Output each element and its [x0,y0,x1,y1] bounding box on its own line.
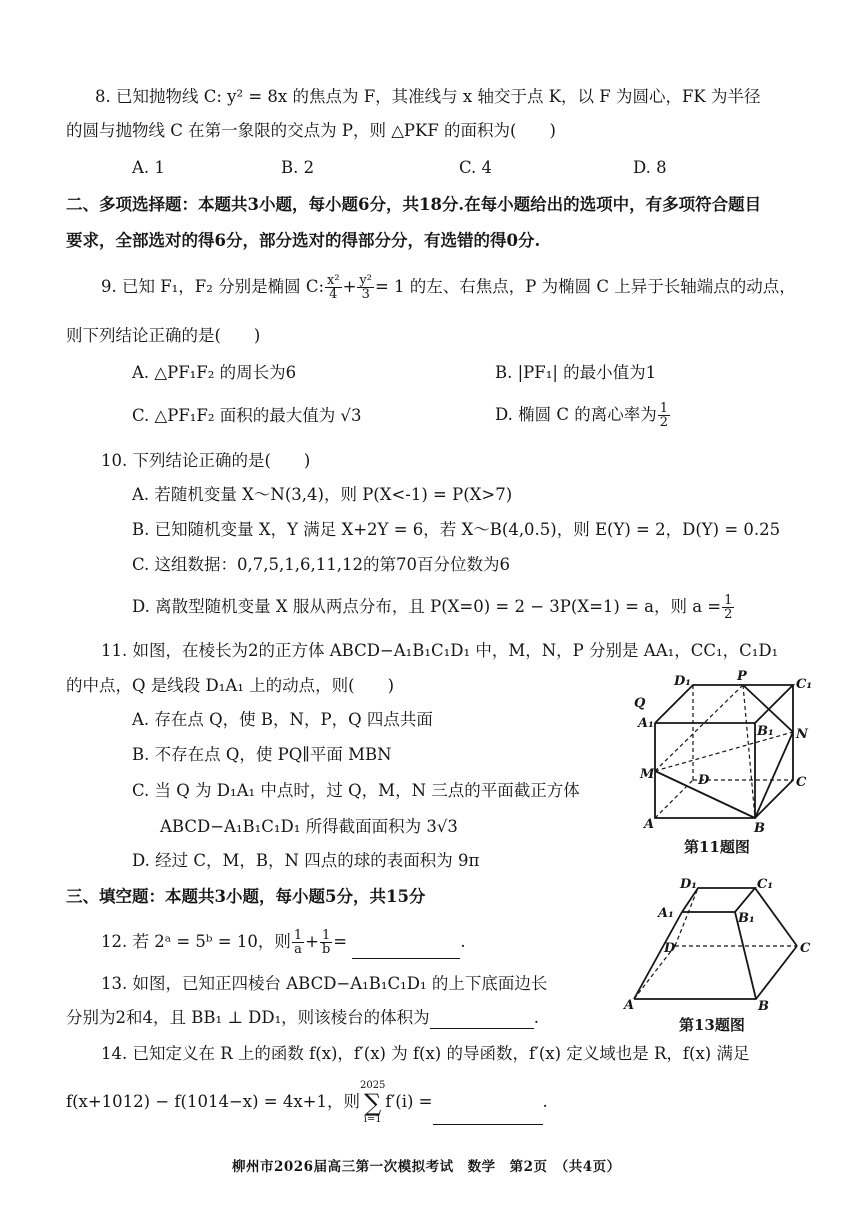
q14-stem-line2: f(x+1012) − f(1014−x) = 4x+1，则 2025 ∑ i=1 f′(i) = . [66,1079,548,1125]
frustum-label-b1: B₁ [738,911,755,926]
q11-option-c-line2: ABCD−A₁B₁C₁D₁ 所得截面面积为 3√3 [160,817,458,836]
frustum-label-d1: D₁ [680,877,697,892]
q11-stem-line1: 11. 如图，在棱长为2的正方体 ABCD−A₁B₁C₁D₁ 中，M，N，P 分别是 AA₁，CC₁，C₁D₁ [101,641,779,660]
q9-stem-pre: 9. 已知 F₁，F₂ 分别是椭圆 C: [101,277,325,296]
q11-option-a: A. 存在点 Q，使 B，N，P，Q 四点共面 [132,710,433,729]
q8-option-a: A. 1 [132,158,165,177]
q11-option-c-line1: C. 当 Q 为 D₁A₁ 中点时，过 Q，M，N 三点的平面截正方体 [132,781,580,800]
q14-answer-blank[interactable] [433,1106,543,1125]
cube-label-a: A [644,817,655,832]
q11-option-b: B. 不存在点 Q，使 PQ∥平面 MBN [132,745,392,764]
q8-stem-line1: 8. 已知抛物线 C: y² = 8x 的焦点为 F，其准线与 x 轴交于点 K，以 F 为圆心，FK 为半径 [95,87,761,106]
q10-option-d: D. 离散型随机变量 X 服从两点分布，且 P(X=0) = 2 − 3P(X=1) = a，则 a = $\frac{1}{2}$ [132,593,733,622]
q12-answer-blank[interactable] [352,940,460,959]
page-footer: 柳州市2026届高三第一次模拟考试 数学 第2页 （共4页） [232,1159,621,1175]
q14-stem-line1: 14. 已知定义在 R 上的函数 f(x)，f′(x) 为 f(x) 的导函数，f′(x) 定义域也是 R，f(x) 满足 [101,1044,750,1063]
q9-stem-line2: 则下列结论正确的是( ) [66,326,261,345]
q8-option-c: C. 4 [459,158,493,177]
q14-summation: 2025 ∑ i=1 [359,1079,386,1125]
q10-option-a: A. 若随机变量 X～N(3,4)，则 P(X<-1) = P(X>7) [132,485,513,504]
q10-option-c: C. 这组数据：0,7,5,1,6,11,12的第70百分位数为6 [132,555,510,574]
section3-heading: 三、填空题：本题共3小题，每小题5分，共15分 [66,887,426,906]
frustum-label-a1: A₁ [658,906,674,921]
cube-label-c1: C₁ [796,677,813,692]
cube-label-c: C [796,775,807,790]
cube-front-face [655,723,755,818]
q9-fraction-x: $\frac{\text{x²}}{4}$ [327,273,340,302]
q10-stem: 10. 下列结论正确的是( ) [101,451,311,470]
q13-figure-frustum [620,870,820,1015]
section2-heading-line2: 要求，全部选对的得6分，部分选对的得部分分，有选错的得0分. [66,231,541,250]
q11-figure-caption: 第11题图 [684,838,750,856]
q13-answer-blank[interactable] [430,1010,534,1029]
q9-option-b: B. |PF₁| 的最小值为1 [495,363,657,382]
frustum-label-c1: C₁ [757,877,774,892]
q13-stem-line1: 13. 如图，已知正四棱台 ABCD−A₁B₁C₁D₁ 的上下底面边长 [101,974,548,993]
q12-fraction-a: $\frac{1}{a}$ [293,928,303,957]
q10-option-d-fraction: $\frac{1}{2}$ [724,593,733,622]
cube-label-p: P [737,669,747,684]
q9-option-d: D. 椭圆 C 的离心率为 $\frac{1}{2}$ [495,401,669,430]
cube-label-b: B [754,821,765,836]
q9-option-d-fraction: $\frac{1}{2}$ [659,401,669,430]
q8-stem-line2: 的圆与抛物线 C 在第一象限的交点为 P，则 △PKF 的面积为( ) [66,121,556,140]
q10-option-b: B. 已知随机变量 X，Y 满足 X+2Y = 6，若 X～B(4,0.5)，则 E(Y) = 2，D(Y) = 0.25 [132,520,781,539]
frustum-label-c: C [800,941,811,956]
q9-option-c: C. △PF₁F₂ 面积的最大值为 √3 [132,406,362,425]
cube-label-d1: D₁ [674,674,691,689]
cube-label-b1: B₁ [757,724,774,739]
section2-heading-line1: 二、多项选择题：本题共3小题，每小题6分，共18分.在每小题给出的选项中，有多项符合题目 [66,195,762,214]
q12-fraction-b: $\frac{1}{b}$ [321,928,331,957]
frustum-label-b: B [758,999,769,1014]
cube-label-q: Q [634,696,646,711]
q13-stem-line2: 分别为2和4，且 BB₁ ⊥ DD₁，则该棱台的体积为 . [66,1008,539,1027]
frustum-edge-cc1 [755,888,797,946]
q9-option-a: A. △PF₁F₂ 的周长为6 [132,363,297,382]
cube-top-right [655,685,793,723]
q11-stem-line2: 的中点，Q 是线段 D₁A₁ 上的动点，则( ) [66,676,395,695]
q8-option-b: B. 2 [281,158,315,177]
q13-figure-caption: 第13题图 [679,1016,745,1034]
q11-option-d: D. 经过 C，M，B，N 四点的球的表面积为 9π [132,851,480,870]
q9-stem-line1: 9. 已知 F₁，F₂ 分别是椭圆 C: $\frac{\text{x²}}{4}$ + $\frac{\text{y²}}{3}$ = 1 的左、右焦点，P 为椭圆 C 上异于长轴端点的动点， [101,273,796,302]
q12-stem: 12. 若 2ᵃ = 5ᵇ = 10，则 $\frac{1}{a}$ + $\frac{1}{b}$ = . [101,928,466,957]
cube-label-m: M [640,767,655,782]
q9-stem-post: = 1 的左、右焦点，P 为椭圆 C 上异于长轴端点的动点， [374,277,796,296]
frustum-label-a: A [624,998,635,1013]
frustum-label-d: D [664,941,676,956]
q9-fraction-y: $\frac{\text{y²}}{3}$ [359,273,372,302]
cube-label-n: N [796,727,808,742]
cube-label-a1: A₁ [638,716,654,731]
cube-segment-bn [755,732,793,818]
q8-option-d: D. 8 [633,158,667,177]
cube-label-d: D [698,773,710,788]
cube-segment-pb [743,685,755,818]
q11-figure-cube [630,668,820,838]
